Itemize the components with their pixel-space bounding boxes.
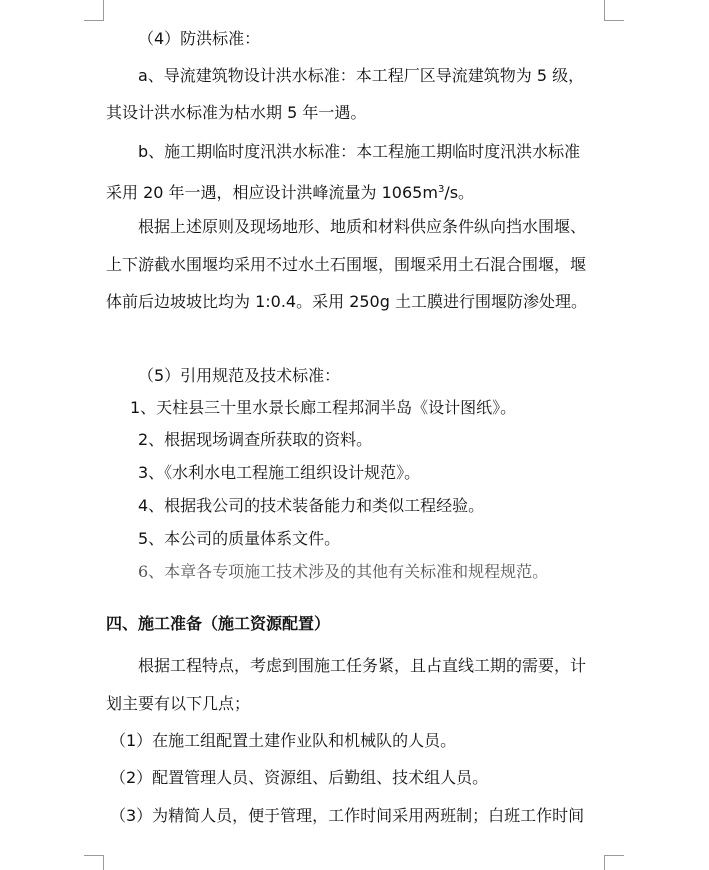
section-5-references-heading: （5）引用规范及技术标准： <box>138 366 341 385</box>
paragraph-a-line-2: 其设计洪水标准为枯水期 5 年一遇。 <box>106 103 367 122</box>
chapter-4-heading: 四、施工准备（施工资源配置） <box>106 614 331 633</box>
paragraph-b-line-2 <box>106 180 474 203</box>
section-4-flood-standard-heading: （4）防洪标准： <box>138 29 261 48</box>
preparation-point: （1）在施工组配置土建作业队和机械队的人员。 <box>110 731 457 750</box>
reference-item: 4、根据我公司的技术装备能力和类似工程经验。 <box>138 496 485 515</box>
reference-item: 2、根据现场调查所获取的资料。 <box>138 430 373 449</box>
reference-item: 3、《水利水电工程施工组织设计规范》。 <box>138 463 421 482</box>
cofferdam-paragraph-line-1: 根据上述原则及现场地形、地质和材料供应条件纵向挡水围堰、 <box>138 217 587 236</box>
preparation-point: （2）配置管理人员、资源组、后勤组、技术组人员。 <box>110 768 489 787</box>
cofferdam-paragraph-line-3: 体前后边坡坡比均为 1:0.4。采用 250g 土工膜进行围堰防渗处理。 <box>106 292 587 311</box>
paragraph-a-line-1: a、导流建筑物设计洪水标准：本工程厂区导流建筑物为 5 级， <box>138 66 585 85</box>
crop-mark-bottom-left-h <box>84 855 104 856</box>
reference-item: 1、天柱县三十里水景长廊工程邦洞半岛《设计图纸》。 <box>130 398 517 417</box>
flow-rate-unit: /s。 <box>444 183 475 202</box>
chapter-4-intro-line-2: 划主要有以下几点； <box>106 694 251 713</box>
chapter-4-intro-line-1: 根据工程特点，考虑到围施工任务紧，且占直线工期的需要，计 <box>138 656 587 675</box>
crop-mark-top-left <box>103 0 104 20</box>
preparation-point: （3）为精简人员，便于管理，工作时间采用两班制；白班工作时间 <box>110 806 585 825</box>
cofferdam-paragraph-line-2: 上下游截水围堰均采用不过水土石围堰，围堰采用土石混合围堰，堰 <box>106 255 587 274</box>
crop-mark-top-right-h <box>604 20 624 21</box>
crop-mark-bottom-right <box>604 855 605 870</box>
crop-mark-top-right <box>604 0 605 20</box>
reference-item: 5、本公司的质量体系文件。 <box>138 529 341 548</box>
crop-mark-top-left-h <box>84 20 104 21</box>
crop-mark-bottom-right-h <box>604 855 624 856</box>
reference-item: 6、本章各专项施工技术涉及的其他有关标准和规程规范。 <box>138 562 549 581</box>
flow-rate-text: 采用 20 年一遇，相应设计洪峰流量为 1065m <box>106 183 438 202</box>
paragraph-b-line-1: b、施工期临时度汛洪水标准：本工程施工期临时度汛洪水标准 <box>138 142 581 161</box>
crop-mark-bottom-left <box>103 855 104 870</box>
flow-rate-superscript: 3 <box>437 184 445 195</box>
